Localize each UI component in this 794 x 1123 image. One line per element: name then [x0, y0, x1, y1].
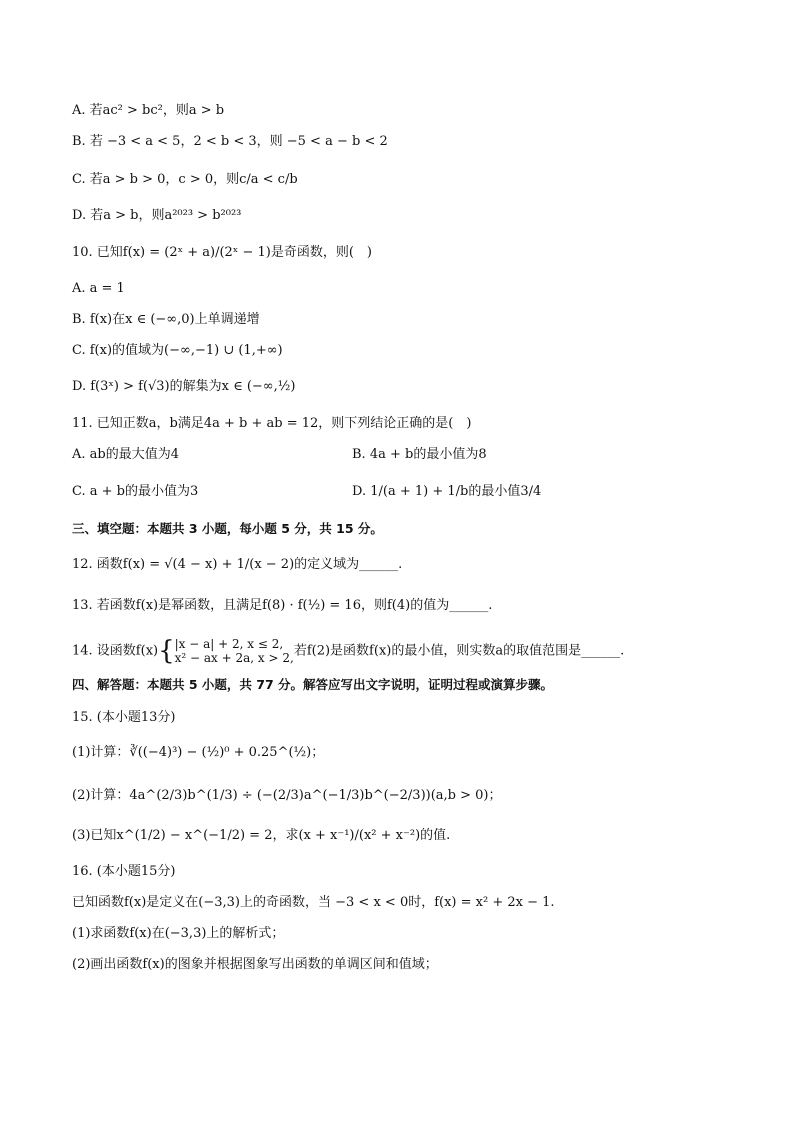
q12: 12. 函数f(x) = √(4 − x) + 1/(x − 2)的定义域为______. — [72, 557, 403, 572]
q14-piecewise — [175, 637, 294, 665]
q10-stem: 10. 已知f(x) = (2ˣ + a)/(2ˣ − 1)是奇函数，则( ) — [72, 245, 372, 260]
q9-option-d: D. 若a > b，则a²⁰²³ > b²⁰²³ — [72, 208, 242, 223]
q11-option-c: C. a + b的最小值为3 — [72, 484, 199, 499]
q13: 13. 若函数f(x)是幂函数，且满足f(8) · f(½) = 16，则f(4)的值为______. — [72, 598, 493, 613]
section-heading-answer: 四、解答题：本题共 5 小题，共 77 分。解答应写出文字说明，证明过程或演算步骤。 — [72, 677, 554, 692]
q11-option-d: D. 1/(a + 1) + 1/b的最小值3/4 — [352, 484, 542, 499]
q9-option-c: C. 若a > b > 0，c > 0，则c/a < c/b — [72, 172, 298, 187]
q14-suffix: 若f(2)是函数f(x)的最小值，则实数a的取值范围是______. — [293, 643, 625, 659]
q16-part-1: (1)求函数f(x)在(−3,3)上的解析式； — [72, 926, 285, 941]
q10-option-a: A. a = 1 — [72, 281, 125, 296]
q14-brace: { — [158, 636, 175, 666]
q15-title: 15. (本小题13分) — [72, 710, 176, 725]
q11-stem: 11. 已知正数a，b满足4a + b + ab = 12，则下列结论正确的是( ) — [72, 416, 472, 431]
section-heading-fill-in: 三、填空题：本题共 3 小题，每小题 5 分，共 15 分。 — [72, 521, 383, 536]
q16-stem: 已知函数f(x)是定义在(−3,3)上的奇函数，当 −3 < x < 0时，f(x) = x² + 2x − 1. — [72, 895, 555, 910]
q14-prefix: 14. 设函数f(x) — [72, 643, 159, 659]
q15-part-1: (1)计算：∛((−4)³) − (½)⁰ + 0.25^(½)； — [72, 745, 325, 760]
q10-option-c: C. f(x)的值域为(−∞,−1) ∪ (1,+∞) — [72, 343, 283, 358]
q9-option-a: A. 若ac² > bc²，则a > b — [72, 103, 225, 118]
q10-option-d: D. f(3ˣ) > f(√3)的解集为x ∈ (−∞,½) — [72, 379, 296, 394]
q15-part-3: (3)已知x^(1/2) − x^(−1/2) = 2，求(x + x⁻¹)/(x² + x⁻²)的值. — [72, 828, 451, 843]
q11-option-a: A. ab的最大值为4 — [72, 447, 179, 462]
q14-case-2: x² − ax + 2a, x > 2, — [174, 651, 294, 665]
q11-option-b: B. 4a + b的最小值为8 — [352, 447, 487, 462]
q10-option-b: B. f(x)在x ∈ (−∞,0)上单调递增 — [72, 312, 260, 327]
q15-part-2: (2)计算：4a^(2/3)b^(1/3) ÷ (−(2/3)a^(−1/3)b^(−2/3))(a,b > 0)； — [72, 788, 502, 803]
q16-part-2: (2)画出函数f(x)的图象并根据图象写出函数的单调区间和值域； — [72, 957, 438, 972]
q9-option-b: B. 若 −3 < a < 5，2 < b < 3，则 −5 < a − b < 2 — [72, 134, 388, 149]
q14-case-1: |x − a| + 2, x ≤ 2, — [174, 637, 284, 651]
q16-title: 16. (本小题15分) — [72, 864, 176, 879]
q14 — [72, 637, 624, 665]
